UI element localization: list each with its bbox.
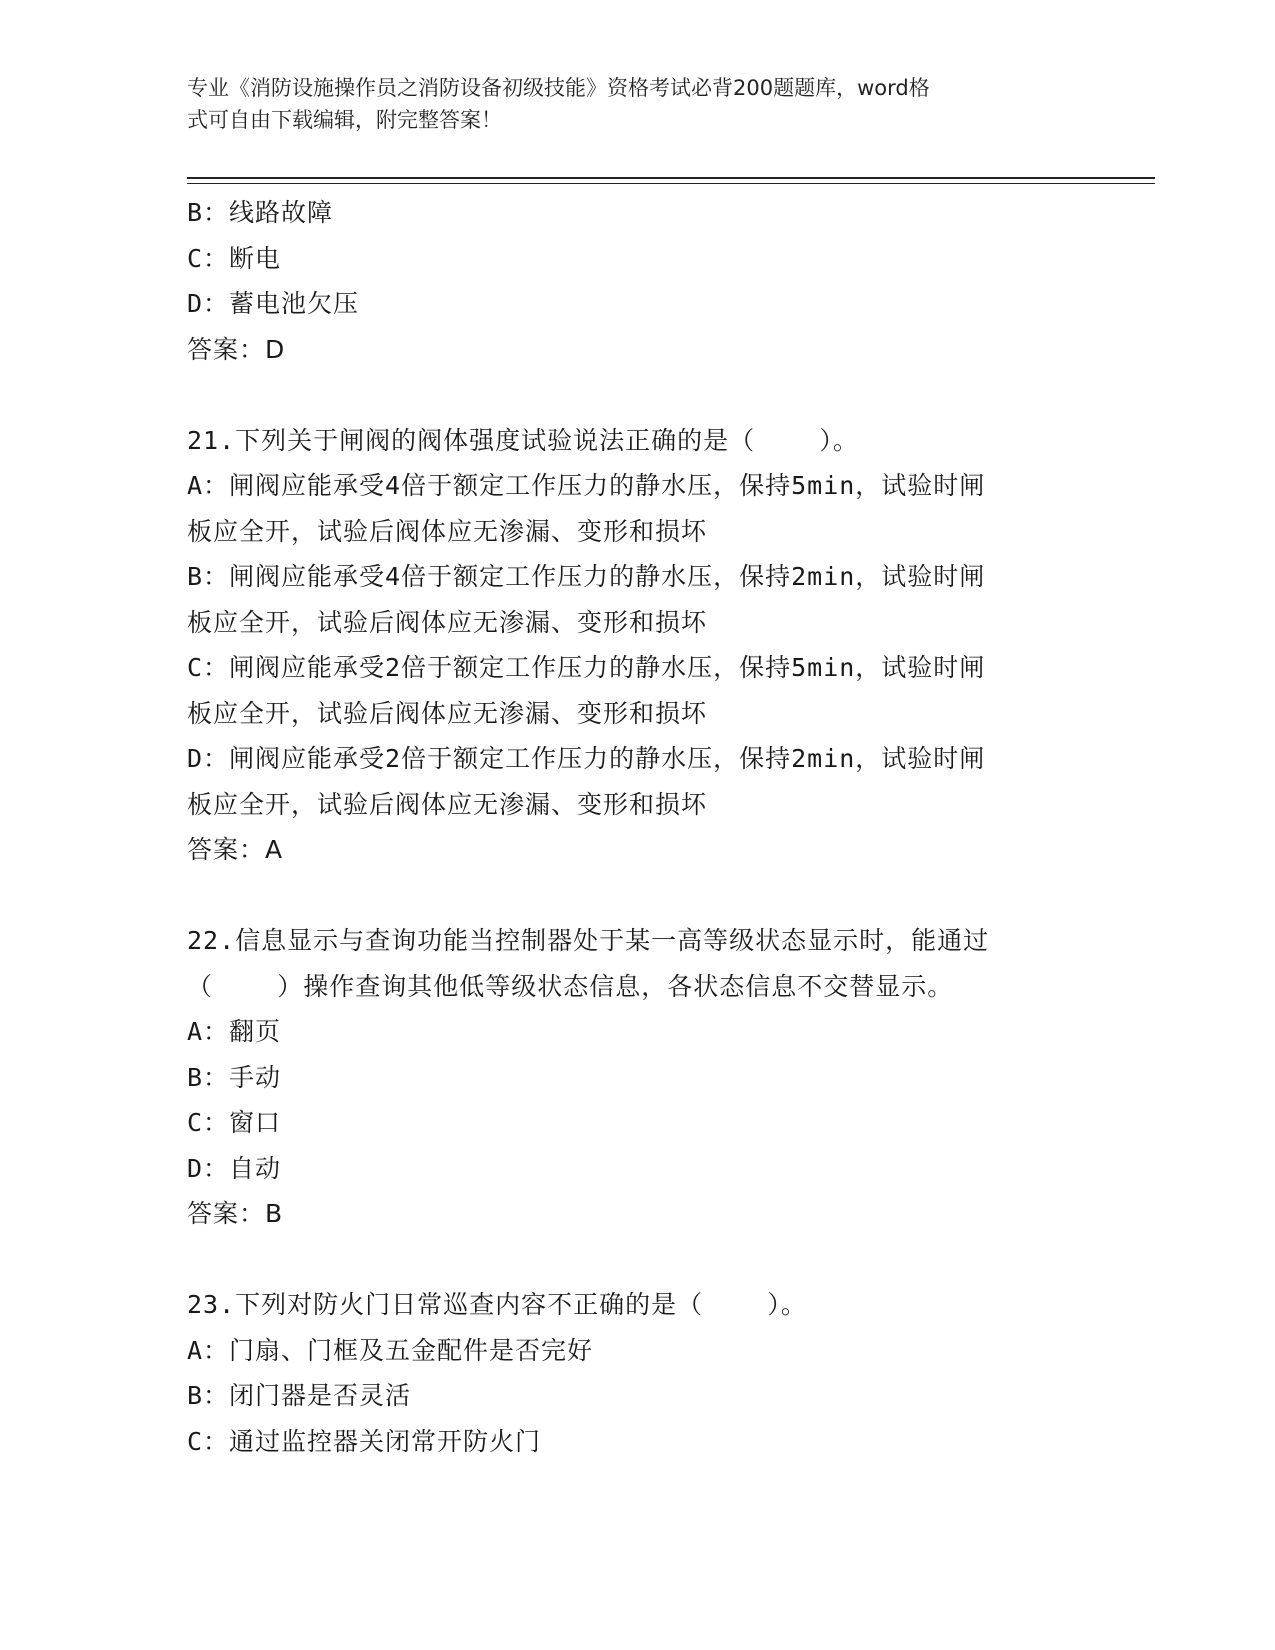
q20-option-c: C：断电 [187, 243, 282, 273]
q23-option-c: C：通过监控器关闭常开防火门 [187, 1426, 542, 1456]
q23-option-b: B：闭门器是否灵活 [187, 1381, 412, 1410]
question-20-continued [187, 190, 1087, 372]
q21-option-d-line-1: D：闸阀应能承受2倍于额定工作压力的静水压，保持2min，试验时闸 [187, 744, 986, 773]
q21-option-d-line-2: 板应全开，试验后阀体应无渗漏、变形和损坏 [187, 789, 708, 819]
question-gap [187, 1237, 1087, 1283]
q22-option-b: B：手动 [187, 1062, 282, 1092]
q21-option-a-line-2: 板应全开，试验后阀体应无渗漏、变形和损坏 [187, 516, 708, 546]
question-gap [187, 372, 1087, 418]
q20-option-d: D：蓄电池欠压 [187, 289, 360, 318]
q22-stem-line-1: 22.信息显示与查询功能当控制器处于某一高等级状态显示时，能通过 [187, 926, 990, 955]
q22-answer: 答案：B [187, 1199, 284, 1228]
q21-stem: 21.下列关于闸阀的阀体强度试验说法正确的是（ ）。 [187, 425, 859, 455]
header-title-line-2: 式可自由下载编辑，附完整答案！ [187, 108, 502, 132]
question-22 [187, 918, 1087, 1237]
q21-option-a-line-1: A：闸阀应能承受4倍于额定工作压力的静水压，保持5min，试验时闸 [187, 471, 986, 500]
q22-option-c: C：窗口 [187, 1108, 282, 1137]
question-content [187, 190, 1087, 1464]
q21-option-b-line-1: B：闸阀应能承受4倍于额定工作压力的静水压，保持2min，试验时闸 [187, 562, 986, 591]
header-title-line-1: 专业《消防设施操作员之消防设备初级技能》资格考试必背200题题库，word格 [187, 76, 930, 100]
q22-option-a: A：翻页 [187, 1017, 282, 1046]
q21-option-c-line-2: 板应全开，试验后阀体应无渗漏、变形和损坏 [187, 698, 708, 728]
q21-option-b-line-2: 板应全开，试验后阀体应无渗漏、变形和损坏 [187, 607, 708, 637]
q23-stem: 23.下列对防火门日常巡查内容不正确的是（ ）。 [187, 1290, 807, 1319]
q22-stem-line-2: （ ）操作查询其他低等级状态信息，各状态信息不交替显示。 [187, 971, 954, 1001]
question-23 [187, 1282, 1087, 1464]
question-gap [187, 873, 1087, 919]
header-divider [187, 177, 1155, 184]
document-header [187, 72, 1067, 136]
q20-option-b: B：线路故障 [187, 198, 334, 227]
q21-option-c-line-1: C：闸阀应能承受2倍于额定工作压力的静水压，保持5min，试验时闸 [187, 653, 986, 682]
q23-option-a: A：门扇、门框及五金配件是否完好 [187, 1335, 594, 1365]
question-21 [187, 418, 1087, 873]
q22-option-d: D：自动 [187, 1153, 282, 1183]
q21-answer: 答案：A [187, 835, 284, 864]
q20-answer: 答案：D [187, 334, 286, 364]
